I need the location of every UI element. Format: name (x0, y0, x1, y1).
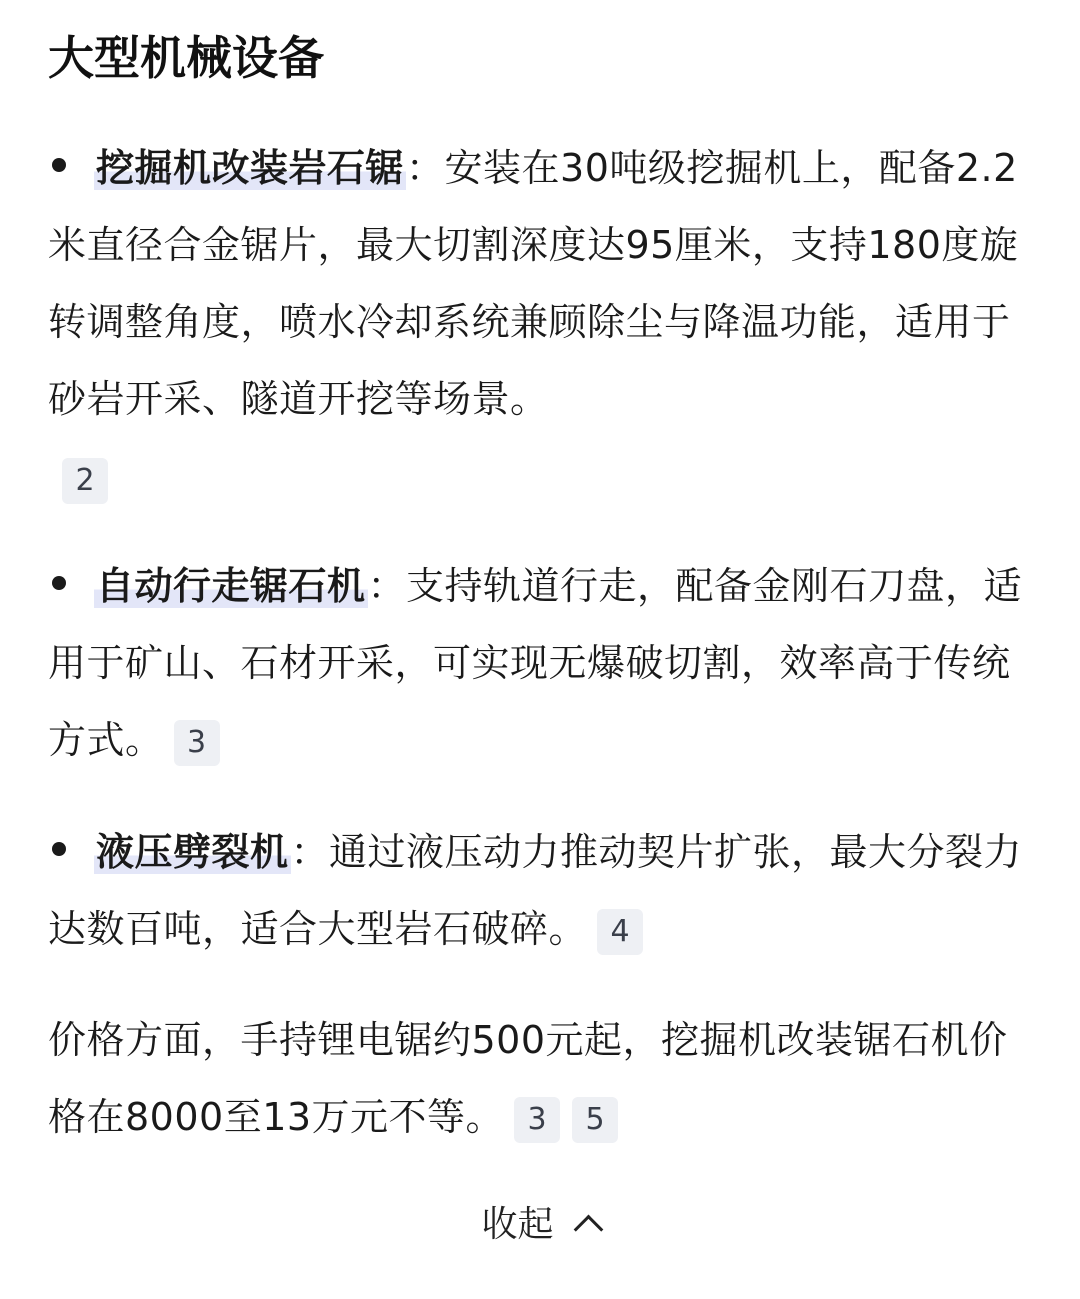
list-item-text (48, 814, 1038, 968)
item-description: ：通过液压动力推动契片扩张，最大分裂力达数百吨，适合大型岩石破碎。 (48, 830, 1023, 951)
list-item (48, 814, 1038, 968)
citation-badge[interactable]: 4 (597, 909, 643, 955)
term-highlight: 挖掘机改装岩石锯 (96, 146, 405, 190)
summary-paragraph (48, 1002, 1038, 1156)
summary-text: 价格方面，手持锂电锯约500元起，挖掘机改装锯石机价格在8000至13万元不等。 (48, 1018, 1008, 1139)
citation-badge[interactable]: 3 (514, 1097, 560, 1143)
bullet-dot-icon (52, 842, 66, 856)
list-item (48, 548, 1038, 779)
list-item (48, 130, 1038, 517)
term-highlight: 自动行走锯石机 (96, 564, 366, 608)
item-description: ：支持轨道行走，配备金刚石刀盘，适用于矿山、石材开采，可实现无爆破切割，效率高于传统方式。 (48, 564, 1023, 762)
chevron-up-icon (573, 1215, 603, 1245)
section-title: 大型机械设备 (48, 31, 324, 85)
term-highlight: 液压劈裂机 (96, 830, 289, 874)
item-description: ：安装在30吨级挖掘机上，配备2.2米直径合金锯片，最大切割深度达95厘米，支持180度旋转调整角度，喷水冷却系统兼顾除尘与降温功能，适用于砂岩开采、隧道开挖等场景。 (48, 146, 1019, 421)
citation-badge[interactable]: 2 (62, 458, 108, 504)
citation-badge[interactable]: 3 (174, 720, 220, 766)
citation-badge[interactable]: 5 (572, 1097, 618, 1143)
collapse-button[interactable] (0, 1198, 1080, 1252)
list-item-text (48, 130, 1038, 517)
bullet-dot-icon (52, 158, 66, 172)
bullet-dot-icon (52, 576, 66, 590)
collapse-label: 收起 (481, 1204, 554, 1245)
list-item-text (48, 548, 1038, 779)
